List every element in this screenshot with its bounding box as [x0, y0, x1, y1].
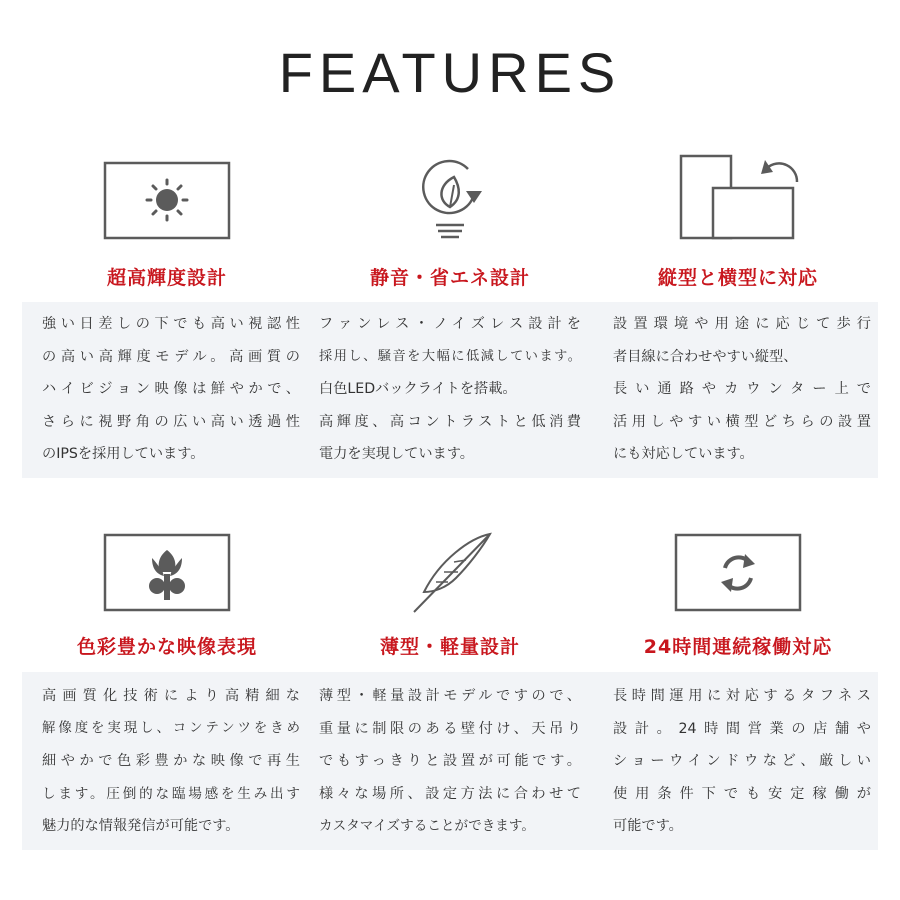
description-line: 可能です。 — [613, 818, 683, 834]
description-line: でもすっきりと設置が可能です。 — [319, 753, 581, 769]
description-line: 解像度を実現し、コンテンツをきめ — [42, 720, 300, 736]
feature-description — [42, 308, 300, 471]
description-line: 設計。24時間営業の店舗や — [613, 720, 871, 737]
tulip-monitor-icon — [32, 525, 302, 615]
feature-title: 24時間連続稼働対応 — [643, 636, 833, 658]
feature-title: 薄型・軽量設計 — [379, 636, 520, 658]
rotate-orientation-icon — [603, 152, 873, 242]
description-line: 設置環境や用途に応じて歩行 — [613, 316, 871, 332]
feature-description — [319, 680, 581, 843]
description-line: 魅力的な情報発信が可能です。 — [42, 818, 240, 834]
description-line: します。圧倒的な臨場感を生み出す — [42, 785, 300, 802]
description-line: ショーウインドウなど、厳しい — [613, 753, 871, 769]
description-line: 活用しやすい横型どちらの設置 — [613, 413, 871, 430]
page-title: FEATURES — [278, 41, 622, 104]
description-line: 強い日差しの下でも高い視認性 — [42, 316, 300, 332]
feature-description — [613, 680, 871, 843]
description-line: の高い高輝度モデル。高画質の — [42, 348, 300, 365]
description-line: カスタマイズすることができます。 — [319, 818, 536, 834]
feature-description — [319, 308, 581, 471]
description-line: 重量に制限のある壁付け、天吊り — [319, 720, 581, 737]
eco-leaf-bulb-icon — [315, 151, 585, 241]
description-line: 様々な場所、設定方法に合わせて — [319, 785, 581, 802]
description-line: 長時間運用に対応するタフネス — [613, 688, 871, 704]
description-line: ハイビジョン映像は鮮やかで、 — [42, 381, 300, 397]
description-line: 高輝度、高コントラストと低消費 — [319, 413, 581, 430]
description-line: ファンレス・ノイズレス設計を — [319, 316, 581, 332]
feature-description — [613, 308, 871, 471]
feather-icon — [315, 528, 585, 618]
description-line: 長い通路やカウンター上で — [613, 381, 871, 397]
description-line: 者目線に合わせやすい縦型、 — [613, 348, 798, 365]
description-line: 電力を実現しています。 — [319, 446, 474, 462]
feature-description — [42, 680, 300, 843]
description-line: のIPSを採用しています。 — [42, 446, 205, 462]
feature-title: 色彩豊かな映像表現 — [76, 636, 257, 658]
refresh-monitor-icon — [603, 525, 873, 615]
feature-title: 超高輝度設計 — [106, 267, 227, 289]
description-line: 使用条件下でも安定稼働が — [613, 785, 871, 802]
description-line: さらに視野角の広い高い透過性 — [42, 413, 300, 430]
description-line: 薄型・軽量設計モデルですので、 — [319, 688, 581, 704]
brightness-monitor-icon — [32, 153, 302, 243]
description-line: 細やかで色彩豊かな映像で再生 — [42, 753, 300, 769]
feature-title: 縦型と横型に対応 — [657, 267, 818, 289]
description-line: にも対応しています。 — [613, 446, 754, 462]
description-line: 高画質化技術により高精細な — [42, 688, 300, 704]
feature-title: 静音・省エネ設計 — [369, 267, 530, 289]
description-line: 白色LEDバックライトを搭載。 — [319, 381, 517, 397]
description-line: 採用し、騒音を大幅に低減しています。 — [319, 348, 581, 364]
